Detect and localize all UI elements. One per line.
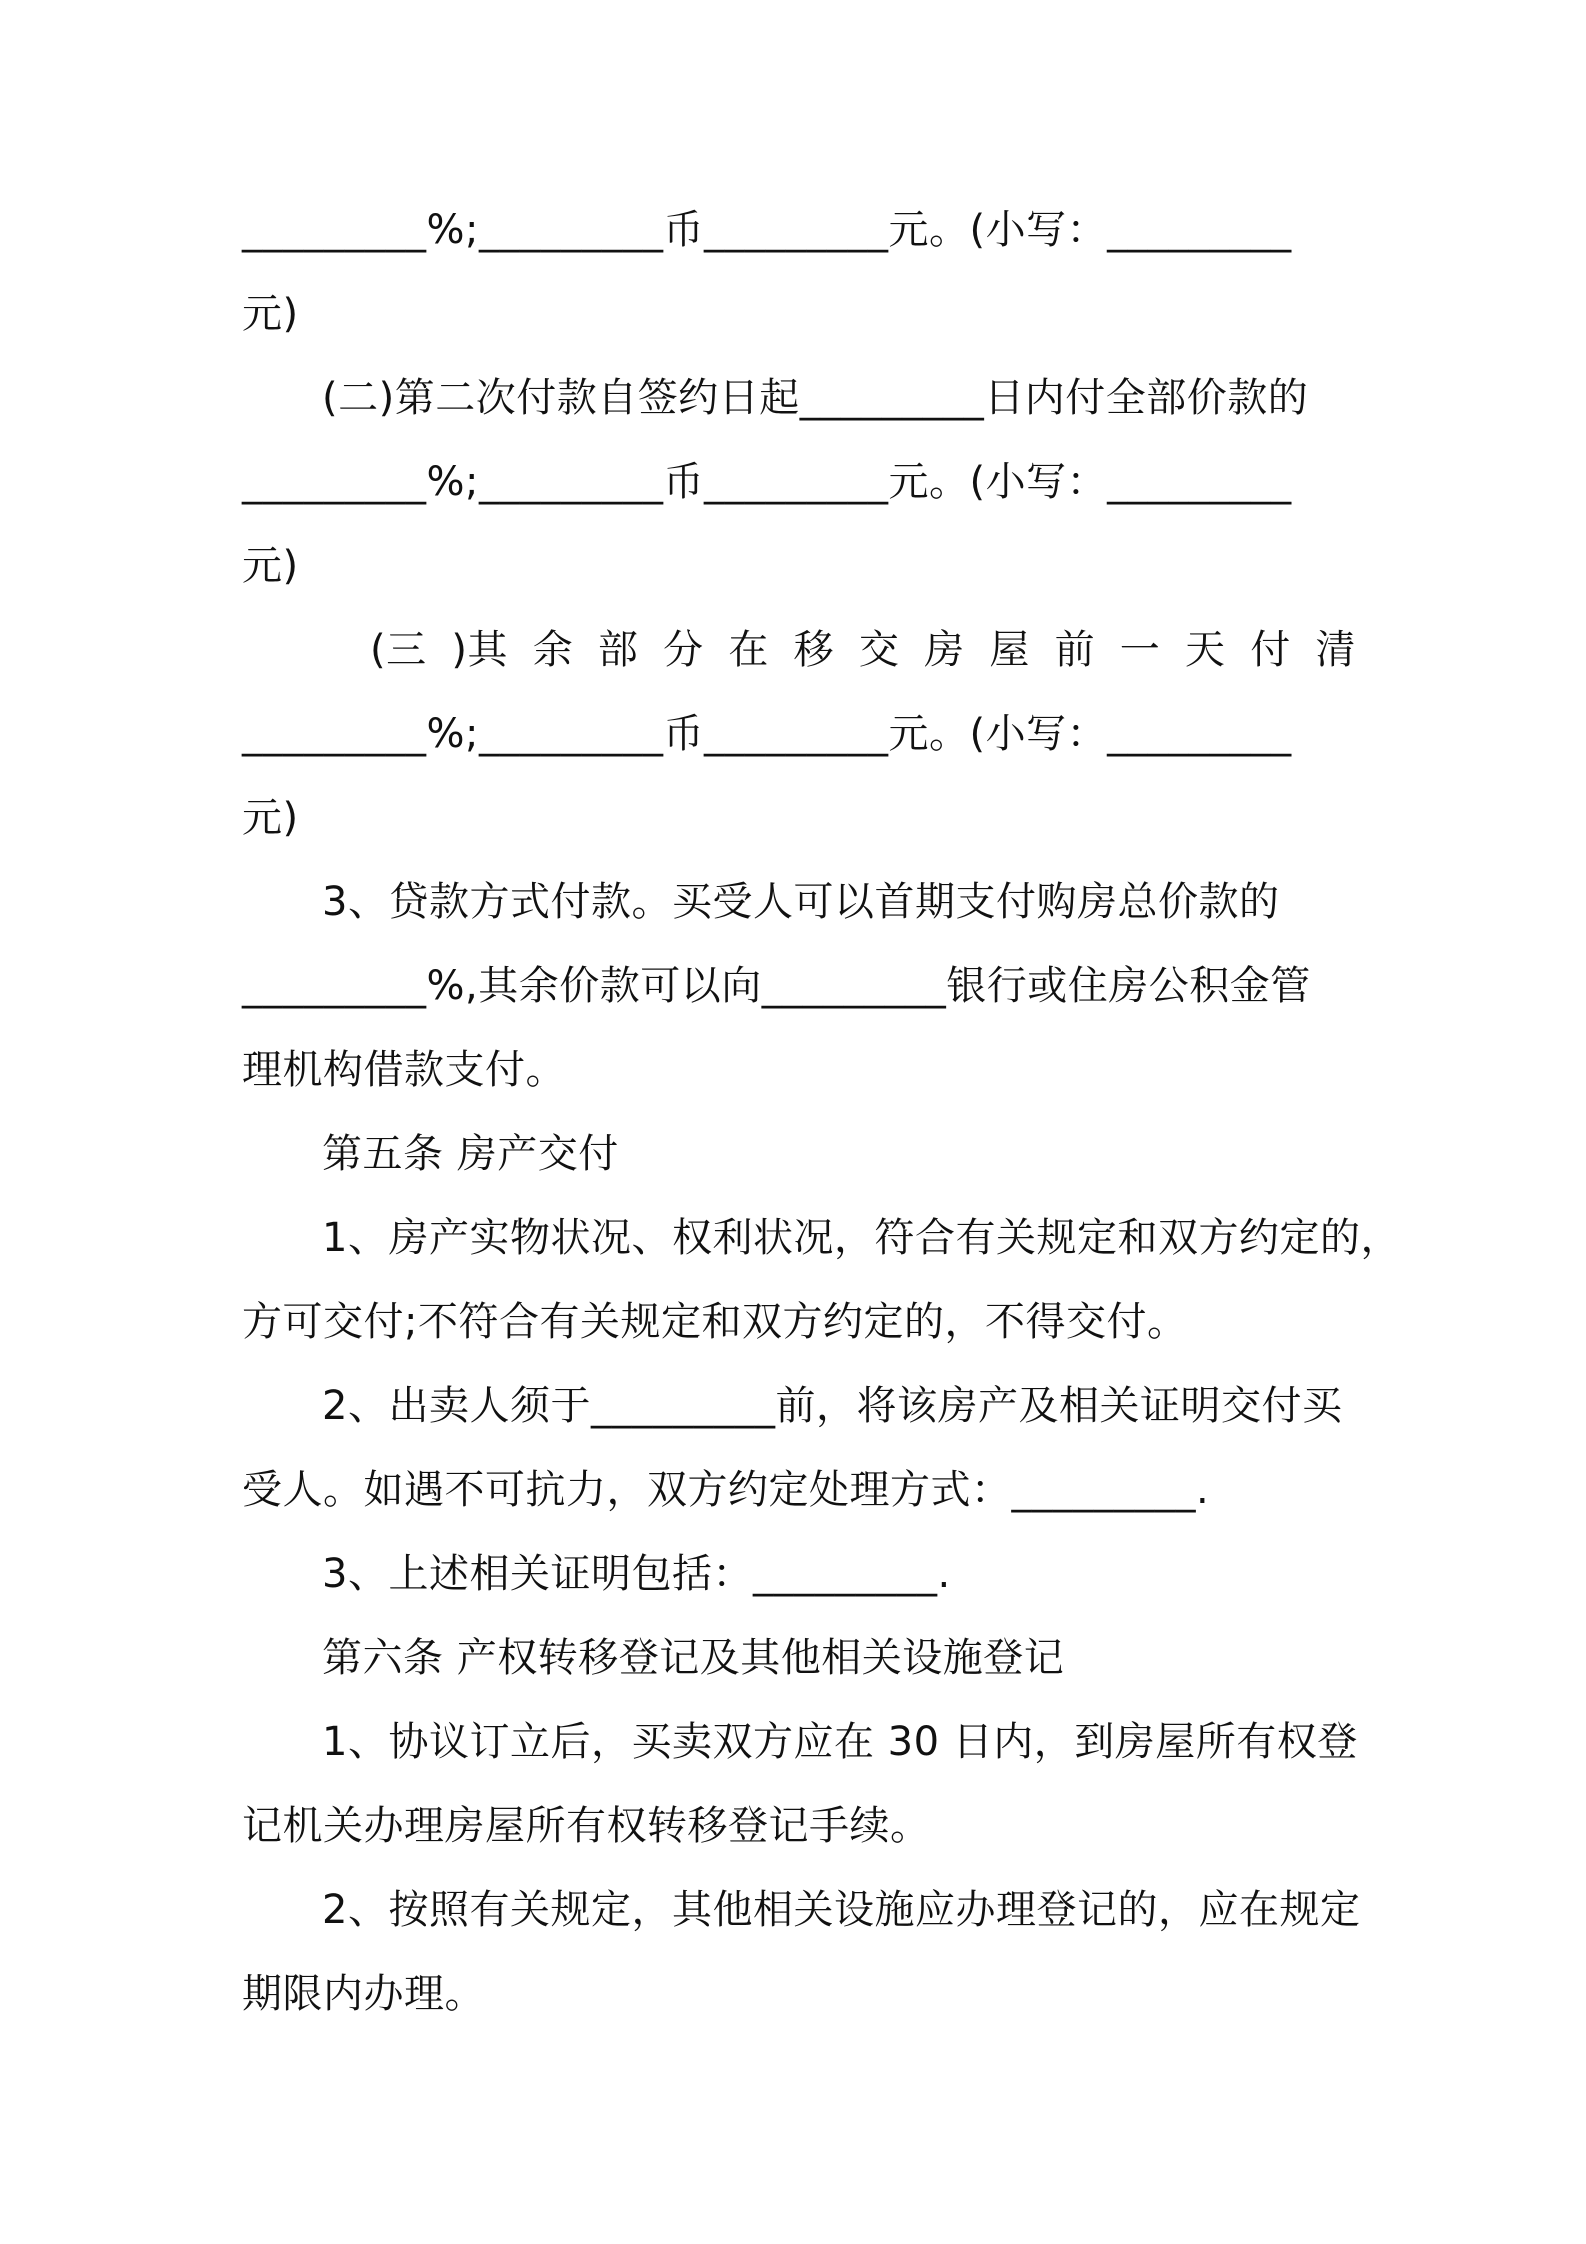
article-5-item-2: 2、出卖人须于_________前，将该房产及相关证明交付买 (322, 1383, 1343, 1429)
payment-blanks-line-1: _________%;_________币_________元。(小写：_________ (242, 207, 1292, 253)
article-6-item-2-cont: 期限内办理。 (242, 1971, 485, 2017)
clause-char: 前 (1054, 627, 1096, 673)
clause-char: 一 (1119, 627, 1161, 673)
article-6-item-2: 2、按照有关规定，其他相关设施应办理登记的，应在规定 (322, 1887, 1361, 1933)
clause-char: 屋 (989, 627, 1030, 673)
article-5-item-1-cont: 方可交付;不符合有关规定和双方约定的，不得交付。 (242, 1299, 1188, 1345)
clause-char: 分 (663, 627, 704, 673)
clause-char: 清 (1315, 627, 1356, 673)
clause-char: 交 (858, 627, 900, 673)
clause-char: 在 (728, 627, 769, 673)
loan-payment-clause: 3、贷款方式付款。买受人可以首期支付购房总价款的 (322, 879, 1280, 925)
payment-blanks-line-2: _________%;_________币_________元。(小写：_________ (242, 459, 1292, 505)
second-payment-clause: (二)第二次付款自签约日起_________日内付全部价款的 (322, 375, 1309, 421)
payment-blanks-line-3: _________%;_________币_________元。(小写：_________ (242, 711, 1292, 757)
article-5-item-2-cont: 受人。如遇不可抗力，双方约定处理方式：_________. (242, 1467, 1210, 1513)
article-6-item-1-cont: 记机关办理房屋所有权转移登记手续。 (242, 1803, 931, 1849)
article-6-heading: 第六条 产权转移登记及其他相关设施登记 (322, 1635, 1065, 1681)
article-5-item-1: 1、房产实物状况、权利状况，符合有关规定和双方约定的， (322, 1215, 1401, 1261)
loan-payment-line-3: 理机构借款支付。 (242, 1047, 566, 1093)
loan-payment-line-2: _________%,其余价款可以向_________银行或住房公积金管 (242, 963, 1311, 1009)
yuan-close-1: 元) (242, 291, 299, 337)
clause-char: 部 (597, 627, 639, 673)
article-5-heading: 第五条 房产交付 (322, 1131, 619, 1177)
clause-char: 付 (1250, 627, 1291, 673)
clause-char: )其 (451, 627, 508, 673)
clause-char: (三 (370, 627, 427, 673)
yuan-close-2: 元) (242, 543, 299, 589)
clause-char: 余 (532, 627, 574, 673)
third-payment-clause (370, 622, 1356, 678)
clause-char: 移 (793, 627, 835, 673)
clause-char: 房 (924, 627, 965, 673)
article-5-item-3: 3、上述相关证明包括：_________. (322, 1551, 951, 1597)
clause-char: 天 (1185, 627, 1226, 673)
yuan-close-3: 元) (242, 795, 299, 841)
article-6-item-1: 1、协议订立后，买卖双方应在 30 日内，到房屋所有权登 (322, 1719, 1358, 1765)
